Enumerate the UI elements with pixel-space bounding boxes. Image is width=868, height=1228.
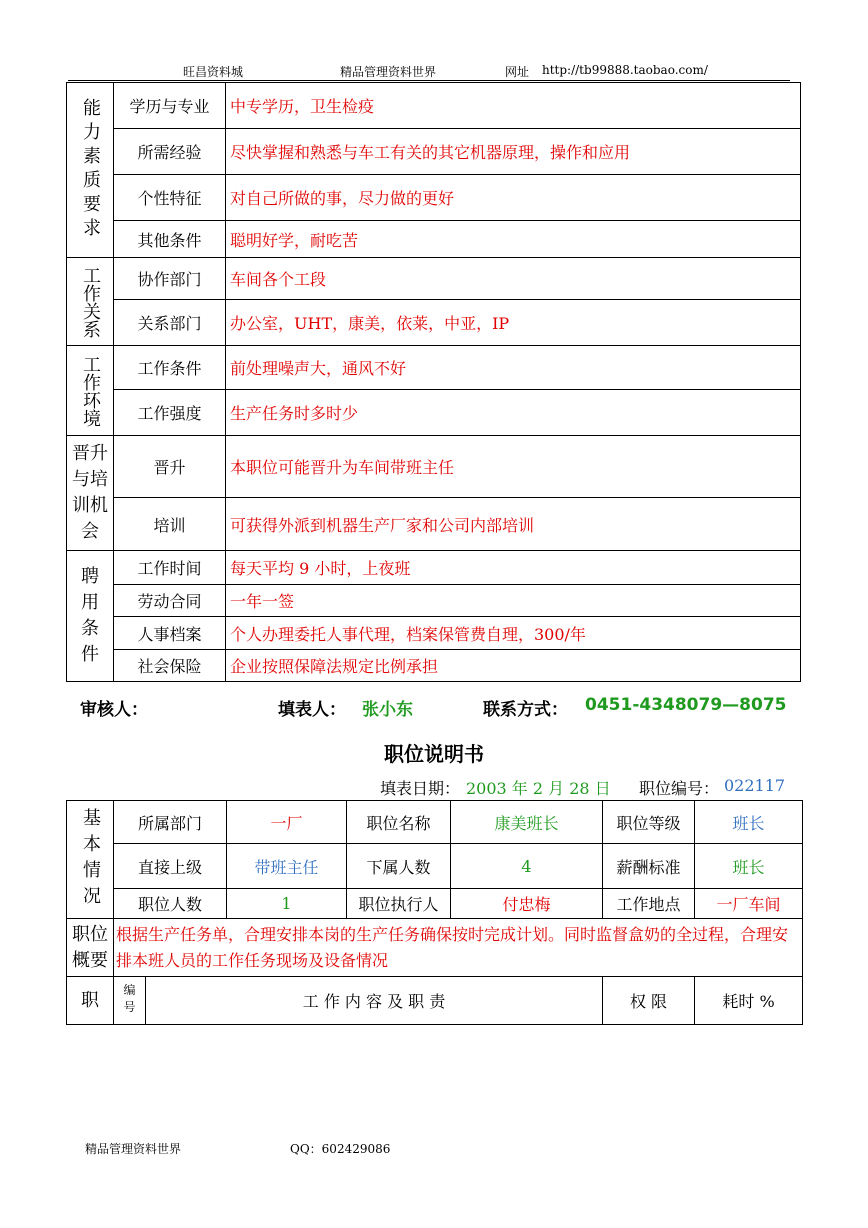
duty-time-header: 耗时 % [695,977,803,1025]
cell-label: 直接上级 [114,844,227,889]
cell-label: 职位等级 [603,801,695,844]
code-label: 职位编号： [639,779,720,798]
cell-value: 1 [227,889,347,919]
row-value: 对自己所做的事，尽力做的更好 [226,175,801,221]
category-ability: 能力素质要求 [67,83,114,258]
row-label: 关系部门 [114,300,226,346]
row-label: 晋升 [114,436,226,498]
cell-label: 职位名称 [347,801,451,844]
table-row [67,258,801,300]
table-row [67,844,803,889]
position-table [66,800,803,1025]
row-label: 培训 [114,498,226,551]
table-row [67,977,803,1025]
row-label: 个性特征 [114,175,226,221]
category-employment: 聘用条件 [67,551,114,682]
row-label: 人事档案 [114,617,226,650]
filler-label: 填表人： [278,700,346,720]
table-row [67,919,803,977]
category-summary: 职位概要 [67,919,114,977]
table-row [67,801,803,844]
category-basic: 基本情况 [67,801,114,919]
contact-label: 联系方式： [483,700,568,720]
table-row [67,436,801,498]
category-relation: 工作关系 [67,258,114,346]
row-label: 工作强度 [114,390,226,436]
footer-qq: QQ：602429086 [290,1142,391,1156]
header-url[interactable]: http://tb99888.taobao.com/ [542,63,708,77]
row-label: 工作条件 [114,346,226,390]
row-value: 本职位可能晋升为车间带班主任 [226,436,801,498]
table-row [67,650,801,682]
date-label: 填表日期： [380,779,461,798]
row-value: 尽快掌握和熟悉与车工有关的其它机器原理，操作和应用 [226,129,801,175]
cell-value: 一厂 [227,801,347,844]
table-row [67,390,801,436]
row-value: 聪明好学，耐吃苦 [226,221,801,258]
row-value: 前处理噪声大，通风不好 [226,346,801,390]
cell-value: 4 [451,844,603,889]
table-row [67,300,801,346]
table-row [67,83,801,129]
cell-value: 班长 [695,844,803,889]
table-row [67,175,801,221]
table-row [67,585,801,617]
table-row [67,889,803,919]
row-value: 可获得外派到机器生产厂家和公司内部培训 [226,498,801,551]
table-row [67,551,801,585]
header-shop: 旺昌资料城 [183,65,244,79]
category-environment: 工作环境 [67,346,114,436]
requirements-table [66,82,801,682]
date-value: 2003 年 2 月 28 日 [466,779,611,798]
cell-value: 康美班长 [451,801,603,844]
category-promotion: 晋升与培训机会 [67,436,114,551]
filler-name: 张小东 [362,700,413,720]
row-value: 企业按照保障法规定比例承担 [226,650,801,682]
row-label: 学历与专业 [114,83,226,129]
cell-label: 薪酬标准 [603,844,695,889]
row-value: 生产任务时多时少 [226,390,801,436]
duty-authority-header: 权 限 [603,977,695,1025]
row-label: 社会保险 [114,650,226,682]
category-duty: 职 [67,977,114,1025]
cell-value: 带班主任 [227,844,347,889]
cell-value: 付忠梅 [451,889,603,919]
duty-content-header: 工 作 内 容 及 职 责 [146,977,603,1025]
table-row [67,129,801,175]
contact-value: 0451-4348079—8075 [585,695,787,715]
cell-value: 班长 [695,801,803,844]
table-row [67,498,801,551]
row-label: 协作部门 [114,258,226,300]
row-value: 车间各个工段 [226,258,801,300]
code-value: 022117 [724,776,786,795]
cell-label: 所属部门 [114,801,227,844]
footer-world: 精品管理资料世界 [85,1142,182,1156]
cell-label: 职位人数 [114,889,227,919]
header-divider [68,80,790,81]
table-row [67,617,801,650]
cell-label: 职位执行人 [347,889,451,919]
table-row [67,221,801,258]
row-label: 所需经验 [114,129,226,175]
header-world: 精品管理资料世界 [340,65,437,79]
row-value: 办公室，UHT，康美，依莱，中亚，IP [226,300,801,346]
cell-value: 一厂车间 [695,889,803,919]
row-label: 工作时间 [114,551,226,585]
row-value: 一年一签 [226,585,801,617]
summary-text: 根据生产任务单，合理安排本岗的生产任务确保按时完成计划。同时监督盒奶的全过程，合理安排本班人员的工作任务现场及设备情况 [114,919,803,977]
duty-number-header: 编号 [114,977,146,1025]
row-label: 劳动合同 [114,585,226,617]
row-value: 中专学历，卫生检疫 [226,83,801,129]
table-row [67,346,801,390]
header-site-label: 网址 [505,65,530,79]
cell-label: 下属人数 [347,844,451,889]
row-value: 个人办理委托人事代理，档案保管费自理，300/年 [226,617,801,650]
document-title: 职位说明书 [384,742,484,766]
row-label: 其他条件 [114,221,226,258]
cell-label: 工作地点 [603,889,695,919]
reviewer-label: 审核人： [80,700,148,720]
row-value: 每天平均 9 小时，上夜班 [226,551,801,585]
